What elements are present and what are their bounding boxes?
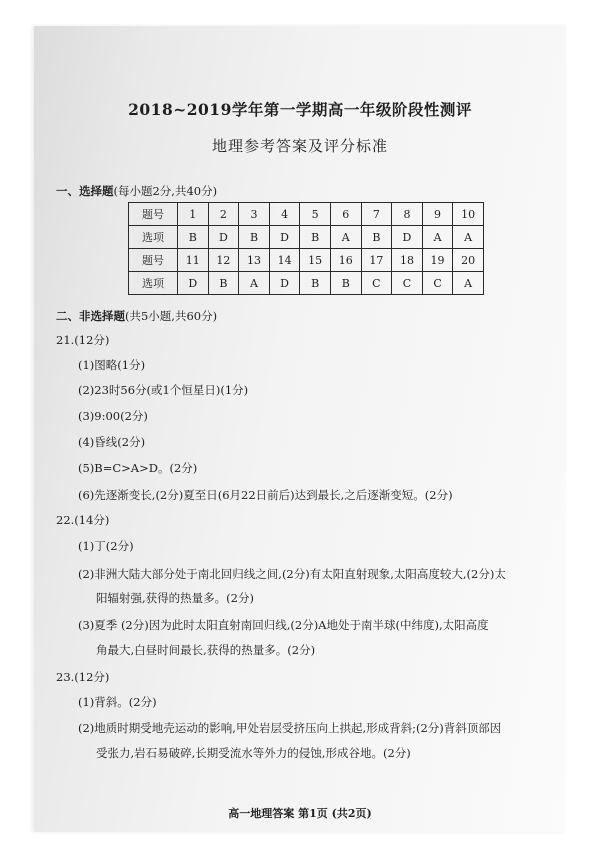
answer-table-cell: D [269, 226, 300, 249]
answer-table-row [129, 249, 484, 272]
answer-table-cell: 11 [178, 249, 209, 272]
q22-heading: 22.(14分) [56, 513, 110, 527]
answer-table-cell: B [300, 226, 331, 249]
answer-table-cell: B [330, 272, 361, 295]
section-choice-heading [56, 183, 217, 199]
answer-table-cell: B [361, 226, 392, 249]
q22-item-2-line-2: 阳辐射强,获得的热量多。(2分) [96, 591, 254, 605]
answer-table-cell: A [453, 272, 484, 295]
answer-table-row-header: 选项 [129, 226, 178, 249]
answer-table-cell: 2 [208, 203, 239, 226]
page-footer: 高一地理答案 第1页 (共2页) [228, 807, 372, 820]
answer-table-cell: 19 [422, 249, 453, 272]
q23-item-2-line-2: 受张力,岩石易破碎,长期受流水等外力的侵蚀,形成谷地。(2分) [96, 746, 411, 760]
q22-item-3-line-1: (3)夏季 (2分)因为此时太阳直射南回归线,(2分)A地处于南半球(中纬度),太阳高度 [78, 618, 489, 632]
section-choice-label: 一、选择题 [56, 184, 114, 198]
answer-table-cell: 14 [269, 249, 300, 272]
section-nonchoice-heading [56, 308, 217, 324]
answer-table-cell: A [453, 226, 484, 249]
answer-table-cell: A [239, 272, 270, 295]
q21-heading: 21.(12分) [56, 333, 110, 347]
q21-item-6: (6)先逐渐变长,(2分)夏至日(6月22日前后)达到最长,之后逐渐变短。(2分) [78, 488, 453, 502]
answer-table-cell: A [330, 226, 361, 249]
q21-item-3: (3)9:00(2分) [78, 409, 148, 423]
answer-table-cell: 5 [300, 203, 331, 226]
answer-table-cell: 15 [300, 249, 331, 272]
q21-item-1: (1)图略(1分) [78, 358, 146, 372]
answer-table-cell: B [208, 272, 239, 295]
answer-table-cell: 10 [453, 203, 484, 226]
q23-item-2-line-1: (2)地质时期受地壳运动的影响,甲处岩层受挤压向上拱起,形成背斜;(2分)背斜顶部因 [78, 721, 502, 735]
answer-table-cell: 7 [361, 203, 392, 226]
answer-table-cell: D [208, 226, 239, 249]
answer-table-cell: 18 [392, 249, 423, 272]
answer-table-row-header: 选项 [129, 272, 178, 295]
answer-table-cell: D [269, 272, 300, 295]
answer-sheet-page [34, 26, 566, 832]
document-title: 2018~2019学年第一学期高一年级阶段性测评 [128, 100, 472, 119]
answer-table-cell: C [422, 272, 453, 295]
answer-table-cell: 12 [208, 249, 239, 272]
answer-table-cell: 20 [453, 249, 484, 272]
answer-table-cell: A [422, 226, 453, 249]
answer-table-cell: D [392, 226, 423, 249]
answer-table-cell: 1 [178, 203, 209, 226]
q23-item-1: (1)背斜。(2分) [78, 695, 157, 709]
answer-table-cell: 6 [330, 203, 361, 226]
answer-table-row [129, 203, 484, 226]
answer-table-cell: 16 [330, 249, 361, 272]
answer-table-cell: 13 [239, 249, 270, 272]
document-subtitle: 地理参考答案及评分标准 [211, 137, 388, 155]
answer-table-cell: C [361, 272, 392, 295]
answer-table-row [129, 226, 484, 249]
answer-table-row-header: 题号 [129, 249, 178, 272]
section-nonchoice-note: (共5小题,共60分) [125, 309, 218, 323]
answer-table-cell: B [239, 226, 270, 249]
q21-item-2: (2)23时56分(或1个恒星日)(1分) [78, 383, 249, 397]
q21-item-4: (4)昏线(2分) [78, 435, 146, 449]
answer-table-cell: 3 [239, 203, 270, 226]
q21-item-5: (5)B=C>A>D。(2分) [78, 461, 198, 475]
q22-item-1: (1)丁(2分) [78, 539, 134, 553]
q22-item-2-line-1: (2)非洲大陆大部分处于南北回归线之间,(2分)有太阳直射现象,太阳高度较大,(2分)太 [78, 567, 506, 581]
answer-table-row-header: 题号 [129, 203, 178, 226]
answer-table-cell: D [178, 272, 209, 295]
answer-table-cell: C [392, 272, 423, 295]
section-nonchoice-label: 二、非选择题 [56, 309, 125, 323]
answer-table [128, 202, 484, 295]
answer-table-cell: 8 [392, 203, 423, 226]
answer-table-cell: 17 [361, 249, 392, 272]
section-choice-note: (每小题2分,共40分) [113, 184, 218, 198]
answer-table-cell: 9 [422, 203, 453, 226]
answer-table-cell: B [178, 226, 209, 249]
answer-table-cell: B [300, 272, 331, 295]
answer-table-row [129, 272, 484, 295]
q22-item-3-line-2: 角最大,白昼时间最长,获得的热量多。(2分) [96, 643, 316, 657]
answer-table-cell: 4 [269, 203, 300, 226]
q23-heading: 23.(12分) [56, 670, 110, 684]
